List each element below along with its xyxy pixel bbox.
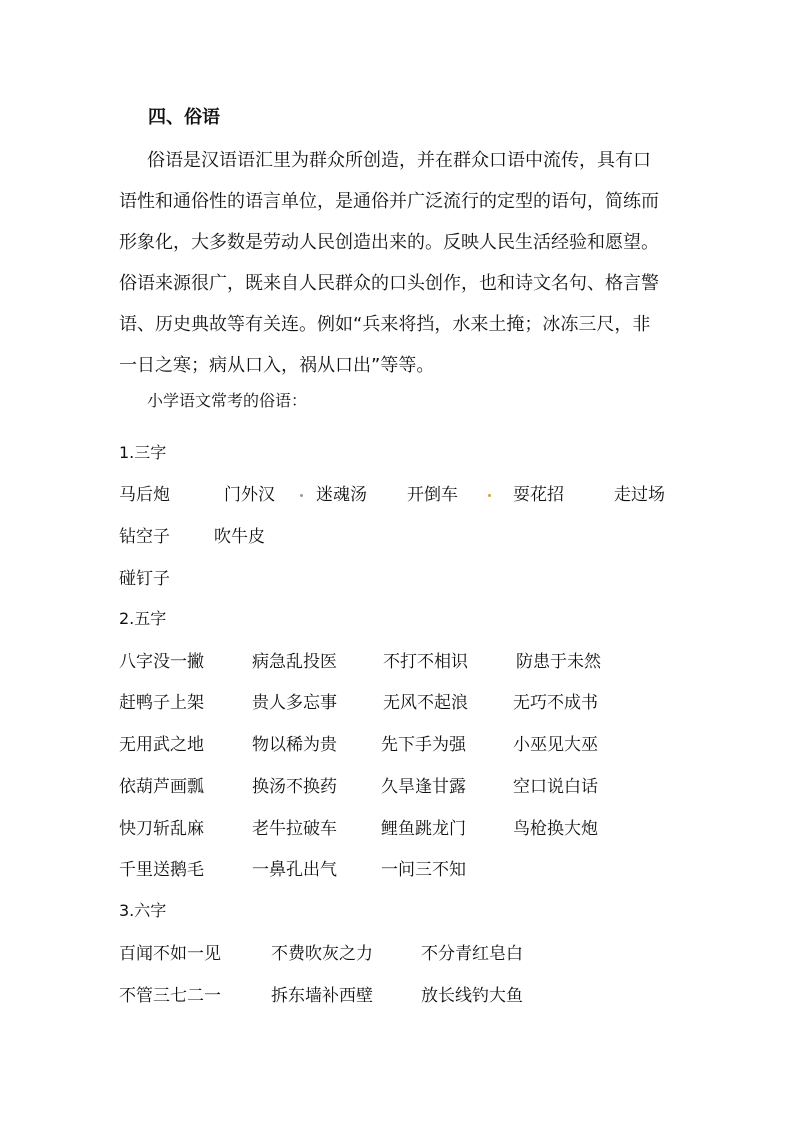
phrase: 换汤不换药 [252,777,337,797]
phrase: 老牛拉破车 [252,819,337,839]
phrase: 吹牛皮 [214,527,265,547]
phrase: 走过场 [614,485,665,505]
phrase: 物以稀为贵 [252,735,337,755]
phrase: 耍花招 [513,485,564,505]
stray-dot-mark [300,494,303,497]
phrase: 门外汉 [224,485,275,505]
phrase: 快刀斩乱麻 [119,819,204,839]
phrase: 鸟枪换大炮 [513,819,598,839]
paragraph-line: 一日之寒；病从口入，祸从口出”等等。 [119,355,435,376]
phrase: 碰钉子 [119,569,170,589]
phrase: 不打不相识 [383,652,468,672]
phrase: 久旱逢甘露 [381,777,466,797]
phrase: 贵人多忘事 [252,693,337,713]
section-heading: 四、俗语 [148,107,220,128]
intro-paragraph [119,140,699,386]
phrase: 马后炮 [119,485,170,505]
phrase: 病急乱投医 [252,652,337,672]
phrase: 鲤鱼跳龙门 [381,819,466,839]
phrase: 钻空子 [119,527,170,547]
phrase: 不管三七二一 [119,986,221,1006]
phrase: 小巫见大巫 [513,735,598,755]
phrase: 防患于未然 [516,652,601,672]
list-intro: 小学语文常考的俗语： [147,391,308,410]
paragraph-line: 语、历史典故等有关连。例如“兵来将挡，水来土掩；冰冻三尺，非 [119,314,651,335]
paragraph-line: 俗语来源很广，既来自人民群众的口头创作，也和诗文名句、格言警 [119,273,659,294]
phrase: 依葫芦画瓢 [119,777,204,797]
phrase: 不分青红皂白 [421,944,523,964]
phrase: 拆东墙补西壁 [271,986,373,1006]
paragraph-line: 语性和通俗性的语言单位，是通俗并广泛流行的定型的语句，简练而 [119,191,659,212]
phrase: 一问三不知 [381,860,466,880]
section-title-five: 2.五字 [119,609,167,628]
phrase: 空口说白话 [513,777,598,797]
phrase: 百闻不如一见 [119,944,221,964]
stray-dot-mark [488,494,491,497]
phrase: 无风不起浪 [383,693,468,713]
phrase: 一鼻孔出气 [252,860,337,880]
phrase: 开倒车 [407,485,458,505]
phrase: 赶鸭子上架 [119,693,204,713]
phrase: 迷魂汤 [316,485,367,505]
section-title-three: 1.三字 [119,443,167,462]
paragraph-line: 俗语是汉语语汇里为群众所创造，并在群众口语中流传，具有口 [147,150,651,171]
phrase: 无用武之地 [119,735,204,755]
phrase: 八字没一撇 [119,652,204,672]
phrase: 先下手为强 [381,735,466,755]
phrase: 不费吹灰之力 [271,944,373,964]
phrase: 放长线钓大鱼 [421,986,523,1006]
phrase: 千里送鹅毛 [119,860,204,880]
section-title-six: 3.六字 [119,901,167,920]
phrase: 无巧不成书 [513,693,598,713]
paragraph-line: 形象化，大多数是劳动人民创造出来的。反映人民生活经验和愿望。 [119,232,659,253]
